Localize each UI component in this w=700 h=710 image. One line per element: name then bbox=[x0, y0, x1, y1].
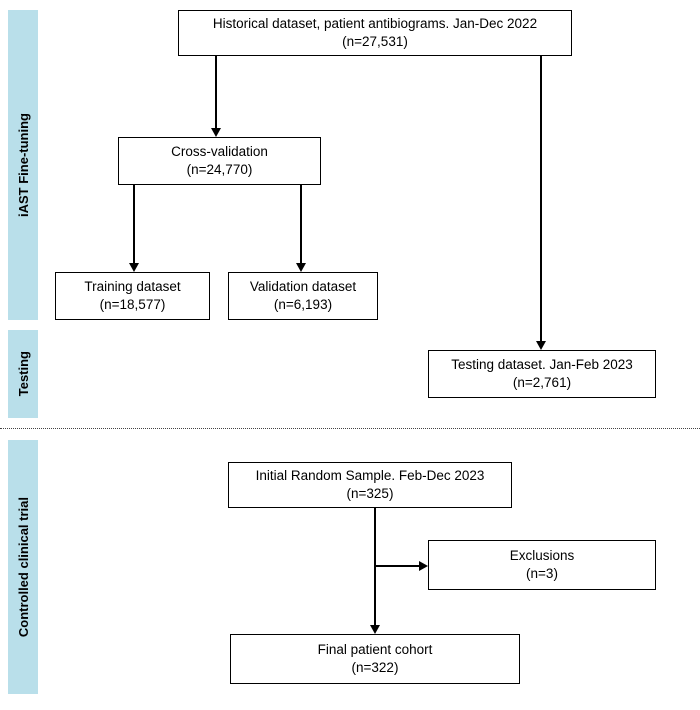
node-text-line2: (n=2,761) bbox=[512, 375, 572, 390]
connector-historical-to-testing bbox=[540, 56, 542, 341]
node-text-line2: (n=322) bbox=[351, 660, 399, 675]
node-final-patient-cohort bbox=[230, 634, 520, 684]
section-divider bbox=[0, 428, 700, 429]
node-text-line2: (n=325) bbox=[346, 486, 394, 501]
node-text-line1: Validation dataset bbox=[249, 278, 357, 294]
connector-initialsample-to-finalcohort bbox=[374, 508, 376, 625]
arrowhead-down bbox=[129, 263, 139, 272]
connector-crossvalidation-to-training bbox=[133, 185, 135, 263]
node-historical-dataset bbox=[178, 10, 572, 56]
node-validation-dataset bbox=[228, 272, 378, 320]
section-label-controlled-clinical-trial bbox=[8, 440, 38, 694]
node-exclusions bbox=[428, 540, 656, 590]
node-testing-dataset bbox=[428, 350, 656, 398]
connector-crossvalidation-to-validation bbox=[300, 185, 302, 263]
node-text-line2: (n=27,531) bbox=[342, 34, 408, 49]
section-label-iast-fine-tuning bbox=[8, 10, 38, 320]
arrowhead-down bbox=[370, 625, 380, 634]
section-label-testing bbox=[8, 330, 38, 418]
node-text-line2: (n=3) bbox=[526, 566, 558, 581]
section-label-text: iAST Fine-tuning bbox=[15, 113, 31, 217]
arrowhead-down bbox=[536, 341, 546, 350]
node-text-line1: Cross-validation bbox=[171, 143, 268, 159]
connector-branch-to-exclusions bbox=[374, 565, 419, 567]
node-text-line2: (n=24,770) bbox=[186, 162, 253, 177]
section-label-text: Testing bbox=[15, 351, 31, 397]
node-text-line1: Historical dataset, patient antibiograms. Jan-Dec 2022 bbox=[212, 15, 538, 31]
node-text-line2: (n=6,193) bbox=[273, 297, 333, 312]
arrowhead-down bbox=[211, 128, 221, 137]
node-text-line1: Final patient cohort bbox=[317, 641, 433, 657]
section-label-text: Controlled clinical trial bbox=[15, 496, 31, 638]
connector-historical-to-crossvalidation bbox=[215, 56, 217, 128]
node-text-line2: (n=18,577) bbox=[99, 297, 166, 312]
node-text-line1: Testing dataset. Jan-Feb 2023 bbox=[451, 356, 633, 372]
arrowhead-down bbox=[296, 263, 306, 272]
node-training-dataset bbox=[55, 272, 210, 320]
node-initial-random-sample bbox=[228, 462, 512, 508]
arrowhead-right bbox=[419, 561, 428, 571]
node-text-line1: Training dataset bbox=[84, 278, 181, 294]
node-text-line1: Exclusions bbox=[509, 547, 575, 563]
node-cross-validation bbox=[118, 137, 321, 185]
node-text-line1: Initial Random Sample. Feb-Dec 2023 bbox=[255, 467, 485, 483]
